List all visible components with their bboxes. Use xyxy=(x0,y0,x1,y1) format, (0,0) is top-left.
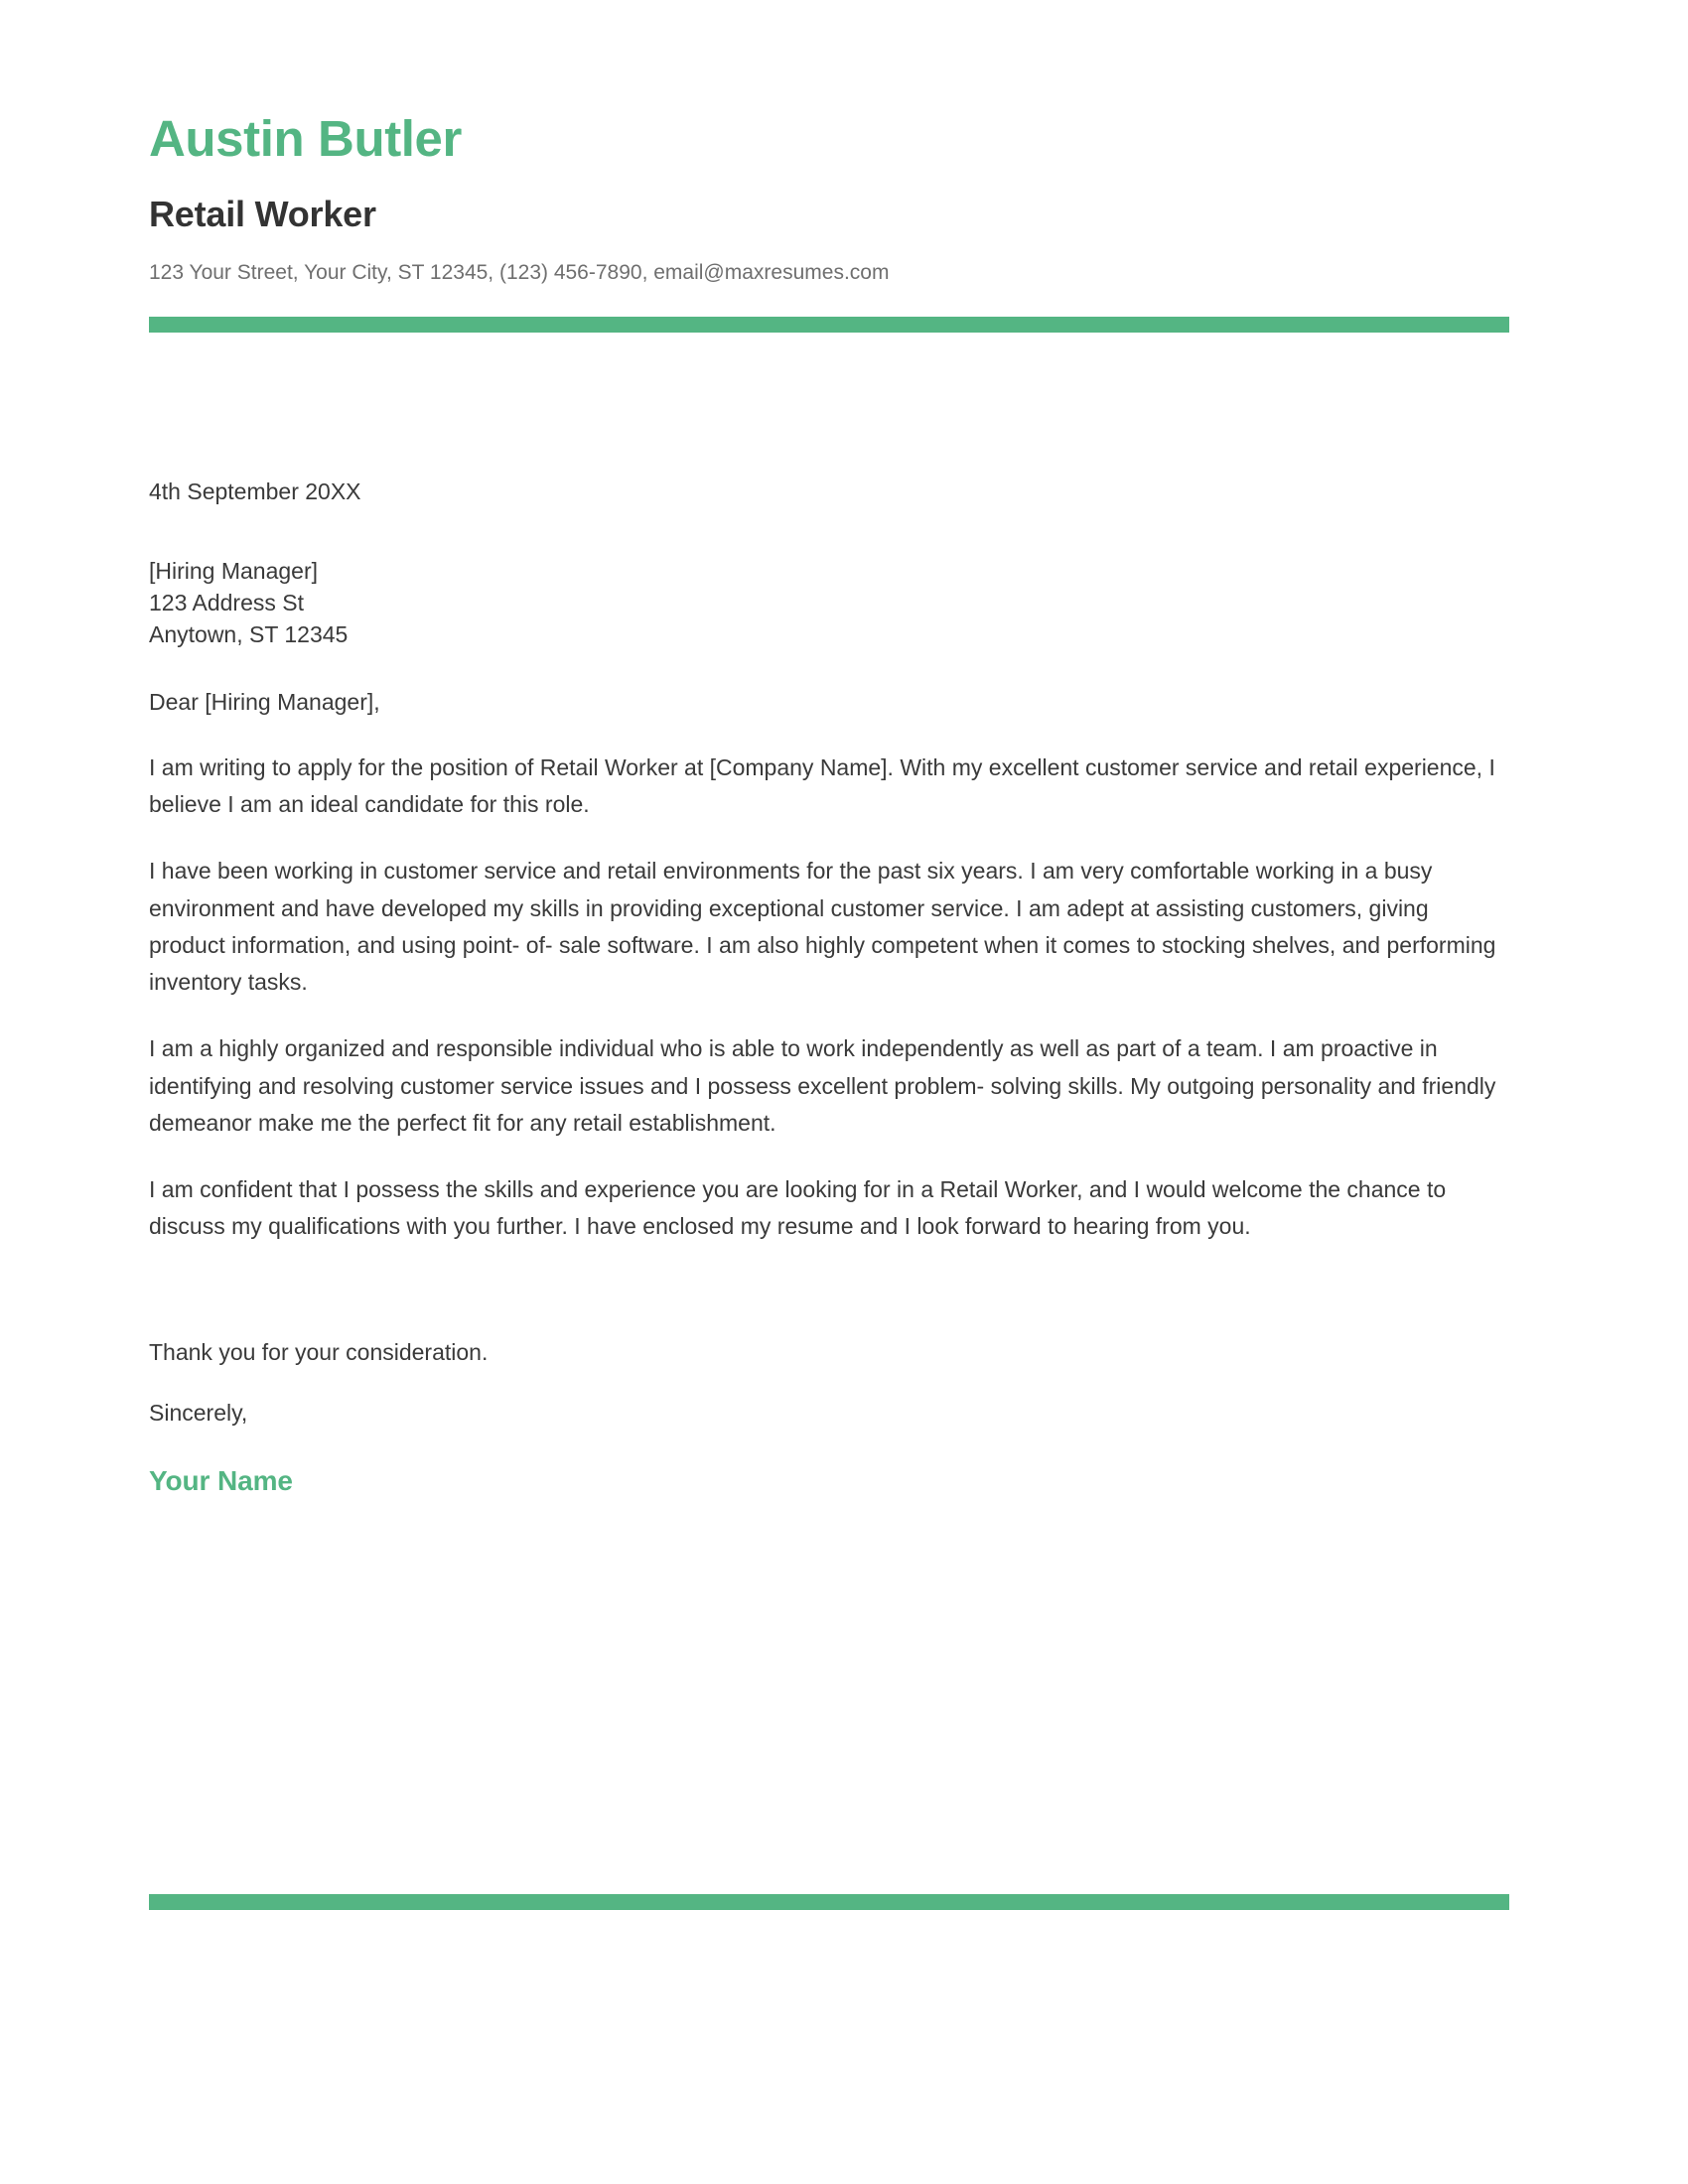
recipient-name: [Hiring Manager] xyxy=(149,558,319,585)
body-paragraph-1: I am writing to apply for the position of Retail Worker at [Company Name]. With my excellent customer service and retail experience, I believe I am an ideal candidate for this role. xyxy=(149,753,1495,818)
signature-name: Your Name xyxy=(149,1465,293,1497)
letterhead xyxy=(149,0,1509,286)
letter-date: 4th September 20XX xyxy=(149,478,361,504)
recipient-city-state-zip: Anytown, ST 12345 xyxy=(149,620,349,647)
footer-divider-rule xyxy=(149,1894,1509,1910)
body-paragraph-4: I am confident that I possess the skills and experience you are looking for in a Retail Worker, and I would welcome the chance to discuss my qualifications with you further. I have enclosed my resume and I look forward to hearing from you. xyxy=(149,1176,1447,1240)
footer-divider-wrap xyxy=(149,1894,1509,1910)
body-paragraph-2: I have been working in customer service and retail environments for the past six years. I am very comfortable working in a busy environment and have developed my skills in providing exceptional customer service. I am adept at assisting customers, giving product information, and using point- of- sale software. I am also highly competent when it comes to stocking shelves, and performing inventory tasks. xyxy=(149,858,1496,996)
recipient-address-block xyxy=(149,508,1509,650)
salutation: Dear [Hiring Manager], xyxy=(149,689,380,716)
closing-thanks: Thank you for your consideration. xyxy=(149,1338,489,1365)
letter-content xyxy=(149,0,1509,1498)
contact-info-line: 123 Your Street, Your City, ST 12345, (123) 456-7890, email@maxresumes.com xyxy=(149,260,890,284)
closing-sign-off: Sincerely, xyxy=(149,1399,248,1426)
candidate-name: Austin Butler xyxy=(149,110,462,167)
job-title: Retail Worker xyxy=(149,194,376,235)
body-paragraph-3: I am a highly organized and responsible individual who is able to work independently as well as part of a team. I am proactive in identifying and resolving customer service issues and I possess excellent problem- solving skills. My outgoing personality and friendly demeanor make me the perfect fit for any retail establishment. xyxy=(149,1035,1496,1136)
letter-body xyxy=(149,333,1509,1498)
recipient-street: 123 Address St xyxy=(149,590,304,615)
header-divider-rule xyxy=(149,317,1509,333)
